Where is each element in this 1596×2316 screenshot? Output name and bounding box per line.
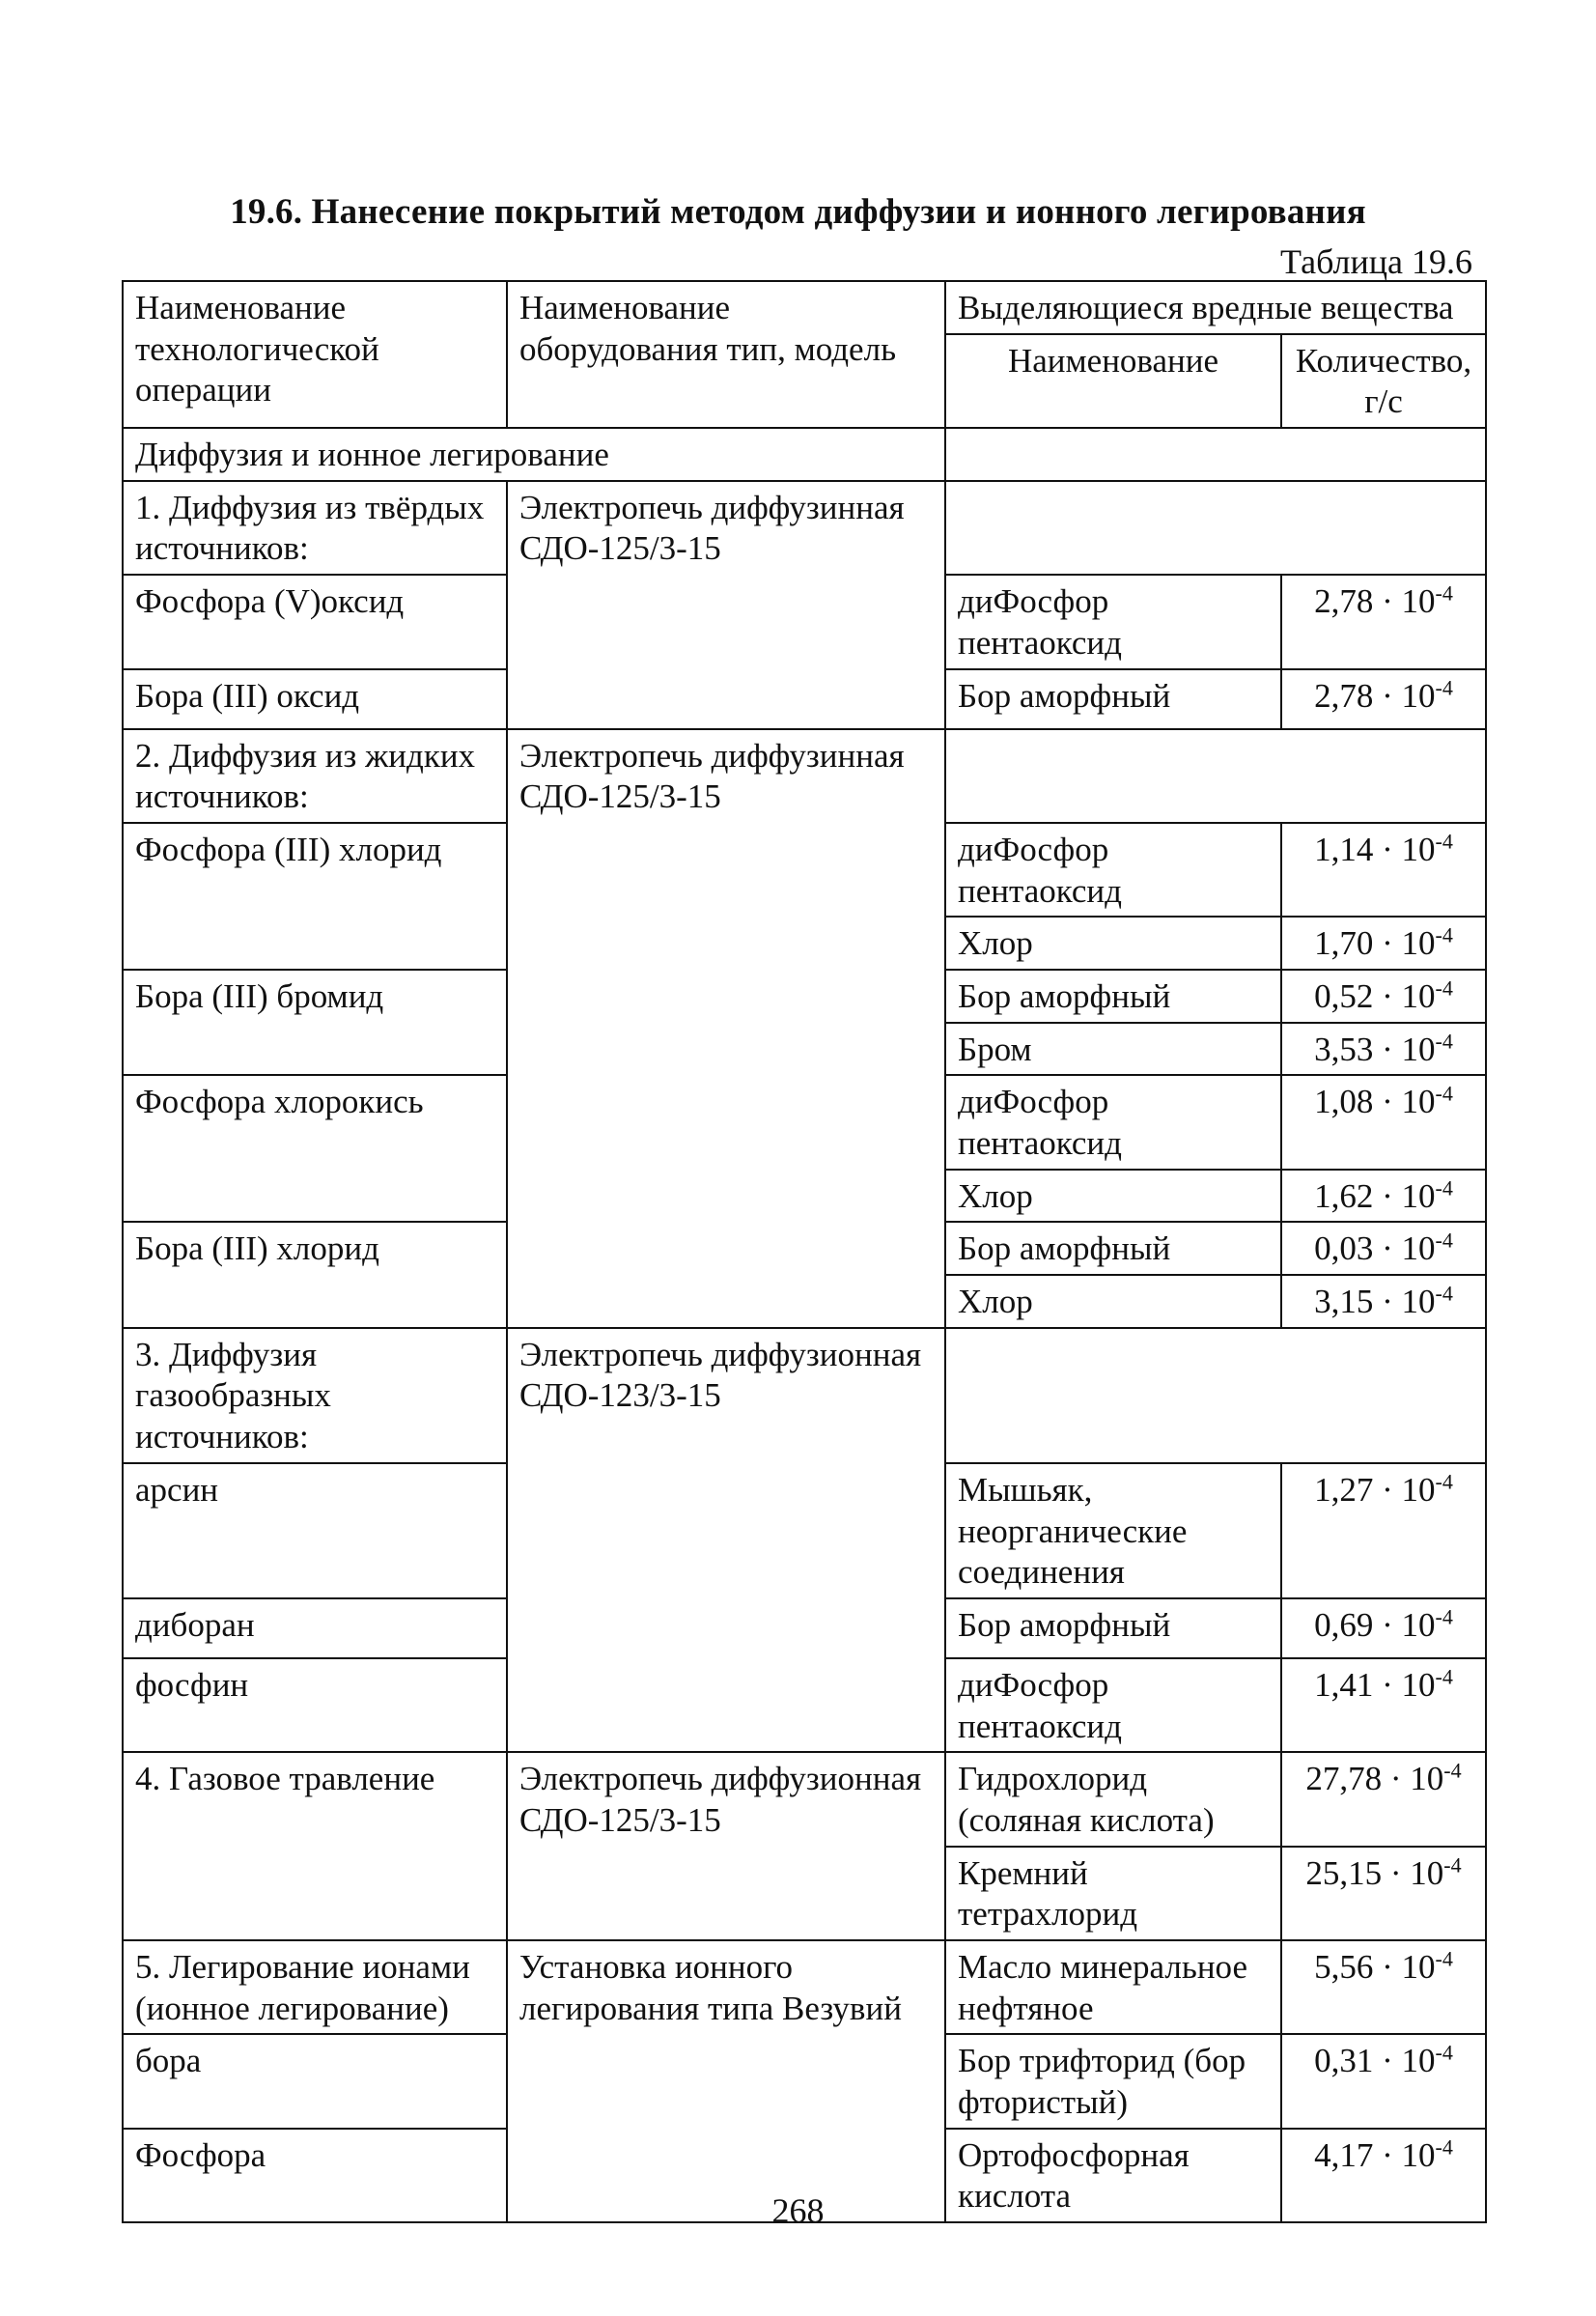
operation-item: бора (123, 2034, 507, 2128)
substance-cell: Гидрохлорид (соляная кислота) (945, 1752, 1281, 1846)
substance-cell: Бор аморфный (945, 1598, 1281, 1658)
quantity-cell: $0,31 \cdot 10^{-4}$ (1281, 2034, 1486, 2128)
quantity-mantissa: 0,69 (1314, 1605, 1374, 1644)
operation-item: арсин (123, 1463, 507, 1598)
quantity-mantissa: 0,31 (1314, 2042, 1374, 2080)
quantity-exponent: -4 (1435, 580, 1453, 606)
header-operation: Наименование технологической операции (123, 281, 507, 428)
substance-cell: Бром (945, 1023, 1281, 1076)
operation-item: диборан (123, 1598, 507, 1658)
header-row (123, 281, 1486, 334)
quantity-mantissa: 2,78 (1314, 676, 1374, 715)
page-title: 19.6. Нанесение покрытий методом диффузии и ионного легирования (230, 192, 1366, 232)
operation-item: Фосфора (III) хлорид (123, 823, 507, 970)
header-quantity: Количество, г/с (1281, 334, 1486, 428)
quantity-mantissa: 27,78 (1305, 1760, 1383, 1798)
quantity-mantissa: 1,41 (1314, 1665, 1374, 1704)
quantity-cell: $3,15 \cdot 10^{-4}$ (1281, 1275, 1486, 1328)
operation-item: Бора (III) бромид (123, 970, 507, 1075)
substance-cell: диФосфор пентаоксид (945, 575, 1281, 668)
quantity-cell: $1,41 \cdot 10^{-4}$ (1281, 1658, 1486, 1752)
quantity-exponent: -4 (1435, 2040, 1453, 2065)
quantity-cell: $2,78 \cdot 10^{-4}$ (1281, 669, 1486, 729)
group-empty-cell (945, 729, 1486, 823)
group-equipment: Электропечь диффузинная СДО-125/3-15 (507, 729, 945, 1328)
table-row (123, 481, 1486, 575)
operation-item: Бора (III) оксид (123, 669, 507, 729)
table-row (123, 1328, 1486, 1463)
quantity-mantissa: 25,15 (1305, 1853, 1383, 1892)
group-equipment: Электропечь диффузинная СДО-125/3-15 (507, 481, 945, 729)
group-equipment: Установка ионного легирования типа Везувий (507, 1940, 945, 2222)
table-row (123, 1752, 1486, 1846)
quantity-mantissa: 1,14 (1314, 830, 1374, 868)
quantity-cell: $3,53 \cdot 10^{-4}$ (1281, 1023, 1486, 1076)
quantity-mantissa: 0,03 (1314, 1229, 1374, 1268)
header-substance: Наименование (945, 334, 1281, 428)
group-equipment: Электропечь диффузионная СДО-123/3-15 (507, 1328, 945, 1753)
group-title: 4. Газовое травление (123, 1752, 507, 1940)
group-empty-cell (945, 481, 1486, 575)
quantity-cell: $0,03 \cdot 10^{-4}$ (1281, 1222, 1486, 1275)
substance-cell: Бор аморфный (945, 970, 1281, 1023)
quantity-mantissa: 5,56 (1314, 1948, 1374, 1986)
quantity-exponent: -4 (1443, 1758, 1462, 1783)
quantity-cell: $4,17 \cdot 10^{-4}$ (1281, 2129, 1486, 2222)
group-title: 1. Диффузия из твёрдых источников: (123, 481, 507, 575)
operation-item: Бора (III) хлорид (123, 1222, 507, 1327)
quantity-exponent: -4 (1435, 1469, 1453, 1494)
operation-item: Фосфора (123, 2129, 507, 2222)
group-empty-cell (945, 1328, 1486, 1463)
group-title: 3. Диффузия газообразных источников: (123, 1328, 507, 1463)
quantity-mantissa: 1,62 (1314, 1176, 1374, 1215)
quantity-exponent: -4 (1435, 1946, 1453, 1971)
substance-cell: Бор аморфный (945, 669, 1281, 729)
section-title: Диффузия и ионное легирование (123, 428, 945, 481)
operation-item: Фосфора (V)оксид (123, 575, 507, 668)
quantity-cell: $0,69 \cdot 10^{-4}$ (1281, 1598, 1486, 1658)
quantity-cell: $1,08 \cdot 10^{-4}$ (1281, 1075, 1486, 1169)
quantity-exponent: -4 (1435, 975, 1453, 1001)
quantity-mantissa: 2,78 (1314, 582, 1374, 621)
quantity-mantissa: 1,70 (1314, 924, 1374, 963)
group-equipment: Электропечь диффузионная СДО-125/3-15 (507, 1752, 945, 1940)
substance-cell: Хлор (945, 1275, 1281, 1328)
quantity-exponent: -4 (1435, 1028, 1453, 1053)
quantity-exponent: -4 (1443, 1851, 1462, 1877)
section-row (123, 428, 1486, 481)
quantity-cell: $0,52 \cdot 10^{-4}$ (1281, 970, 1486, 1023)
substance-cell: Ортофосфорная кислота (945, 2129, 1281, 2222)
table-row (123, 729, 1486, 823)
substance-cell: диФосфор пентаоксид (945, 823, 1281, 917)
quantity-mantissa: 3,53 (1314, 1030, 1374, 1068)
page-number: 268 (771, 2191, 825, 2230)
quantity-mantissa: 1,27 (1314, 1470, 1374, 1509)
quantity-exponent: -4 (1435, 1281, 1453, 1306)
quantity-cell: $1,62 \cdot 10^{-4}$ (1281, 1170, 1486, 1223)
quantity-mantissa: 4,17 (1314, 2135, 1374, 2174)
quantity-exponent: -4 (1435, 829, 1453, 854)
substance-cell: Бор трифторид (бор фтористый) (945, 2034, 1281, 2128)
quantity-cell: $2,78 \cdot 10^{-4}$ (1281, 575, 1486, 668)
quantity-cell: $1,14 \cdot 10^{-4}$ (1281, 823, 1486, 917)
quantity-cell: $1,27 \cdot 10^{-4}$ (1281, 1463, 1486, 1598)
quantity-exponent: -4 (1435, 1664, 1453, 1689)
substance-cell: диФосфор пентаоксид (945, 1658, 1281, 1752)
quantity-mantissa: 0,52 (1314, 976, 1374, 1015)
quantity-cell: $27,78 \cdot 10^{-4}$ (1281, 1752, 1486, 1846)
quantity-mantissa: 3,15 (1314, 1283, 1374, 1321)
quantity-exponent: -4 (1435, 1228, 1453, 1253)
quantity-exponent: -4 (1435, 2134, 1453, 2160)
table-label: Таблица 19.6 (1280, 242, 1472, 281)
substance-cell: диФосфор пентаоксид (945, 1075, 1281, 1169)
substance-cell: Бор аморфный (945, 1222, 1281, 1275)
substance-cell: Мышьяк, неорганические соединения (945, 1463, 1281, 1598)
quantity-exponent: -4 (1435, 922, 1453, 947)
quantity-cell: $1,70 \cdot 10^{-4}$ (1281, 917, 1486, 970)
group-title: 5. Легирование ионами (ионное легирование) (123, 1940, 507, 2034)
group-title: 2. Диффузия из жидких источников: (123, 729, 507, 823)
quantity-exponent: -4 (1435, 674, 1453, 699)
quantity-exponent: -4 (1435, 1081, 1453, 1106)
operation-item: фосфин (123, 1658, 507, 1752)
substance-cell: Хлор (945, 917, 1281, 970)
emissions-table (122, 280, 1487, 2223)
quantity-mantissa: 1,08 (1314, 1083, 1374, 1121)
quantity-cell: $5,56 \cdot 10^{-4}$ (1281, 1940, 1486, 2034)
section-empty-cell (945, 428, 1486, 481)
quantity-cell: $25,15 \cdot 10^{-4}$ (1281, 1847, 1486, 1940)
table-row (123, 1940, 1486, 2034)
substance-cell: Хлор (945, 1170, 1281, 1223)
quantity-exponent: -4 (1435, 1604, 1453, 1629)
header-equipment: Наименование оборудования тип, модель (507, 281, 945, 428)
operation-item: Фосфора хлорокись (123, 1075, 507, 1222)
quantity-exponent: -4 (1435, 1175, 1453, 1200)
substance-cell: Кремний тетрахлорид (945, 1847, 1281, 1940)
substance-cell: Масло минеральное нефтяное (945, 1940, 1281, 2034)
header-emissions: Выделяющиеся вредные вещества (945, 281, 1486, 334)
